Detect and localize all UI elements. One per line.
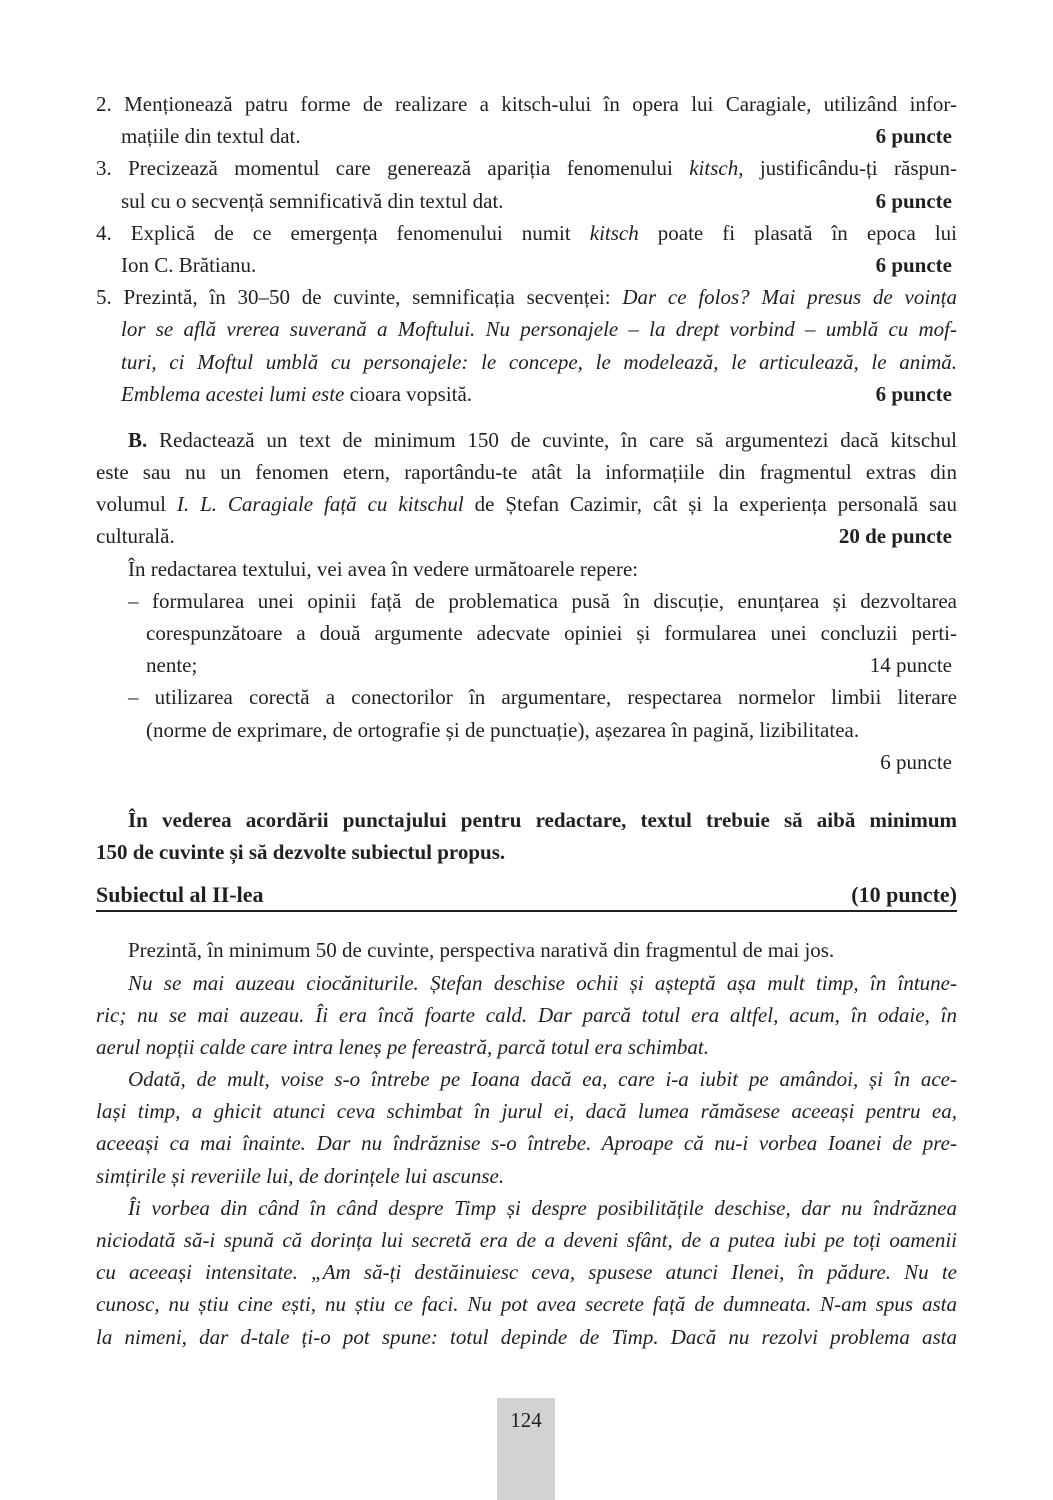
- fragment-line: Odată, de mult, voise s-o întrebe pe Ioana dacă ea, care i-a iubit pe amândoi, și în ace-: [128, 1067, 957, 1092]
- question-text: cioara vopsită.: [344, 381, 473, 406]
- question-2: [96, 88, 957, 152]
- question-text: 3. Precizează momentul care generează apariția fenomenului: [96, 156, 690, 181]
- question-text: mațiile din textul dat.: [121, 124, 301, 149]
- question-4: [96, 217, 957, 281]
- question-text-line: [96, 185, 957, 217]
- question-term: kitsch: [589, 220, 639, 245]
- fragment-line: ric; nu se mai auzeau. Îi era încă foarte cald. Dar parcă totul era altfel, acum, în odaie, în: [96, 1002, 957, 1027]
- criterion-2: [96, 681, 957, 778]
- quoted-sequence: Dar ce folos? Mai presus de voința: [622, 285, 957, 310]
- page-number: 124: [510, 1408, 542, 1432]
- section-2-prompt: Prezintă, în minimum 50 de cuvinte, perspectiva narativă din fragmentul de mai jos.: [128, 938, 835, 963]
- points-label: 14 puncte: [869, 653, 952, 678]
- fragment-line: cunosc, nu știu cine ești, nu știu ce faci. Nu pot avea secrete față de dumneata. N-am spus asta: [96, 1292, 957, 1317]
- section-b-text-line: [96, 488, 957, 520]
- question-term: kitsch,: [689, 156, 744, 181]
- fragment-line: aceeași ca mai înainte. Dar nu îndrăznise s-o întrebe. Aproape că nu-i vorbea Ioanei de pre-: [96, 1131, 957, 1156]
- criterion-line: [96, 746, 957, 778]
- section-b-text-line: [96, 520, 957, 552]
- question-3: [96, 152, 957, 216]
- quoted-sequence-line: turi, ci Moftul umblă cu personajele: le concepe, le modelează, le articulează, le animă.: [121, 349, 957, 374]
- criterion-line: [96, 649, 957, 681]
- section-points: (10 puncte): [851, 882, 957, 908]
- fragment-line: la nimeni, dar d-tale ți-o pot spune: totul depinde de Timp. Dacă nu rezolvi problema asta: [96, 1324, 957, 1349]
- redaction-note-line: 150 de cuvinte și să dezvolte subiectul propus.: [96, 840, 506, 865]
- page-number-tab: [497, 1398, 555, 1500]
- section-text: de Ștefan Cazimir, cât și la experiența personală sau: [463, 492, 957, 517]
- fragment-line: aerul nopții calde care intra leneș pe fereastră, parcă totul era schimbat.: [96, 1034, 709, 1059]
- fragment-line: cu aceeași intensitate. „Am să-ți destăinuiesc ceva, spusese atunci Ilenei, în pădure. Nu te: [96, 1260, 957, 1285]
- criteria-intro: În redactarea textului, vei avea în vedere următoarele repere:: [128, 556, 639, 581]
- points-label: 6 puncte: [875, 188, 952, 213]
- spacer: [96, 410, 957, 424]
- points-label: 6 puncte: [875, 124, 952, 149]
- section-b-text-line: este sau nu un fenomen etern, raportându-te atât la informațiile din fragmentul extras din: [96, 460, 957, 485]
- question-text: poate fi plasată în epoca lui: [638, 220, 957, 245]
- section-label: B.: [128, 427, 148, 452]
- criterion-text: nente;: [146, 653, 198, 678]
- section-text: Redactează un text de minimum 150 de cuvinte, în care să argumentezi dacă kitschul: [147, 427, 957, 452]
- fragment-line: Nu se mai auzeau ciocăniturile. Ștefan deschise ochii și așteptă așa mult timp, în întune-: [128, 970, 957, 995]
- section-2-body: [96, 934, 957, 1352]
- section-2-heading: [96, 880, 957, 912]
- quoted-sequence-line: lor se află vrerea suverană a Moftului. Nu personajele – la drept vorbind – umblă cu mof-: [121, 317, 957, 342]
- question-text: justificându-ți răspun-: [743, 156, 957, 181]
- criterion-line: corespunzătoare a două argumente adecvate opiniei și formularea unei concluzii perti-: [146, 621, 957, 645]
- spacer: [96, 778, 957, 804]
- points-label: 20 de puncte: [838, 524, 952, 549]
- question-text: sul cu o secvență semnificativă din textul dat.: [121, 188, 504, 213]
- question-5: [96, 281, 957, 410]
- section-b: [96, 424, 957, 868]
- criterion-line: – utilizarea corectă a conectorilor în argumentare, respectarea normelor limbii literare: [128, 685, 957, 710]
- criterion-line: (norme de exprimare, de ortografie și de punctuație), așezarea în pagină, lizibilitatea.: [146, 717, 860, 742]
- section-text: volumul: [96, 492, 177, 517]
- question-text-line: [96, 152, 957, 184]
- question-text: 5. Prezintă, în 30–50 de cuvinte, semnificația secvenței:: [96, 285, 623, 310]
- question-text-line: [96, 378, 957, 410]
- points-label: 6 puncte: [880, 749, 952, 774]
- question-text-line: 2. Menționează patru forme de realizare a kitsch-ului în opera lui Caragiale, utilizând infor-: [96, 92, 957, 116]
- question-text-line: [96, 281, 957, 313]
- question-text-line: [96, 120, 957, 152]
- section-b-text-line: [96, 424, 957, 456]
- section-title: Subiectul al II-lea: [96, 882, 264, 908]
- question-text-line: [96, 217, 957, 249]
- spacer: [96, 912, 957, 934]
- question-text-line: [96, 249, 957, 281]
- fragment-line: simțirile și reveriile lui, de dorințele lui ascunse.: [96, 1163, 505, 1188]
- quoted-sequence: Emblema acestei lumi este: [121, 381, 345, 406]
- fragment-line: Îi vorbea din când în când despre Timp și despre posibilitățile deschise, dar nu îndrăznea: [128, 1195, 957, 1220]
- book-title: I. L. Caragiale față cu kitschul: [176, 492, 464, 517]
- fragment-line: niciodată să-i spună că dorința lui secretă era de a deveni sfânt, de a putea iubi pe toți oamenii: [96, 1228, 957, 1252]
- section-text: culturală.: [96, 524, 175, 549]
- points-label: 6 puncte: [875, 381, 952, 406]
- criterion-line: – formularea unei opinii față de problematica pusă în discuție, enunțarea și dezvoltarea: [128, 588, 957, 613]
- question-text: Ion C. Brătianu.: [121, 252, 257, 277]
- page-content: [96, 88, 957, 1353]
- criterion-1: [96, 585, 957, 682]
- question-text: 4. Explică de ce emergența fenomenului numit: [96, 220, 590, 245]
- redaction-note-line: În vederea acordării punctajului pentru redactare, textul trebuie să aibă minimum: [128, 807, 957, 832]
- fragment-line: lași timp, a ghicit atunci ceva schimbat în jurul ei, dacă lumea rămăsese aceeași pentru ea,: [96, 1099, 957, 1124]
- points-label: 6 puncte: [875, 252, 952, 277]
